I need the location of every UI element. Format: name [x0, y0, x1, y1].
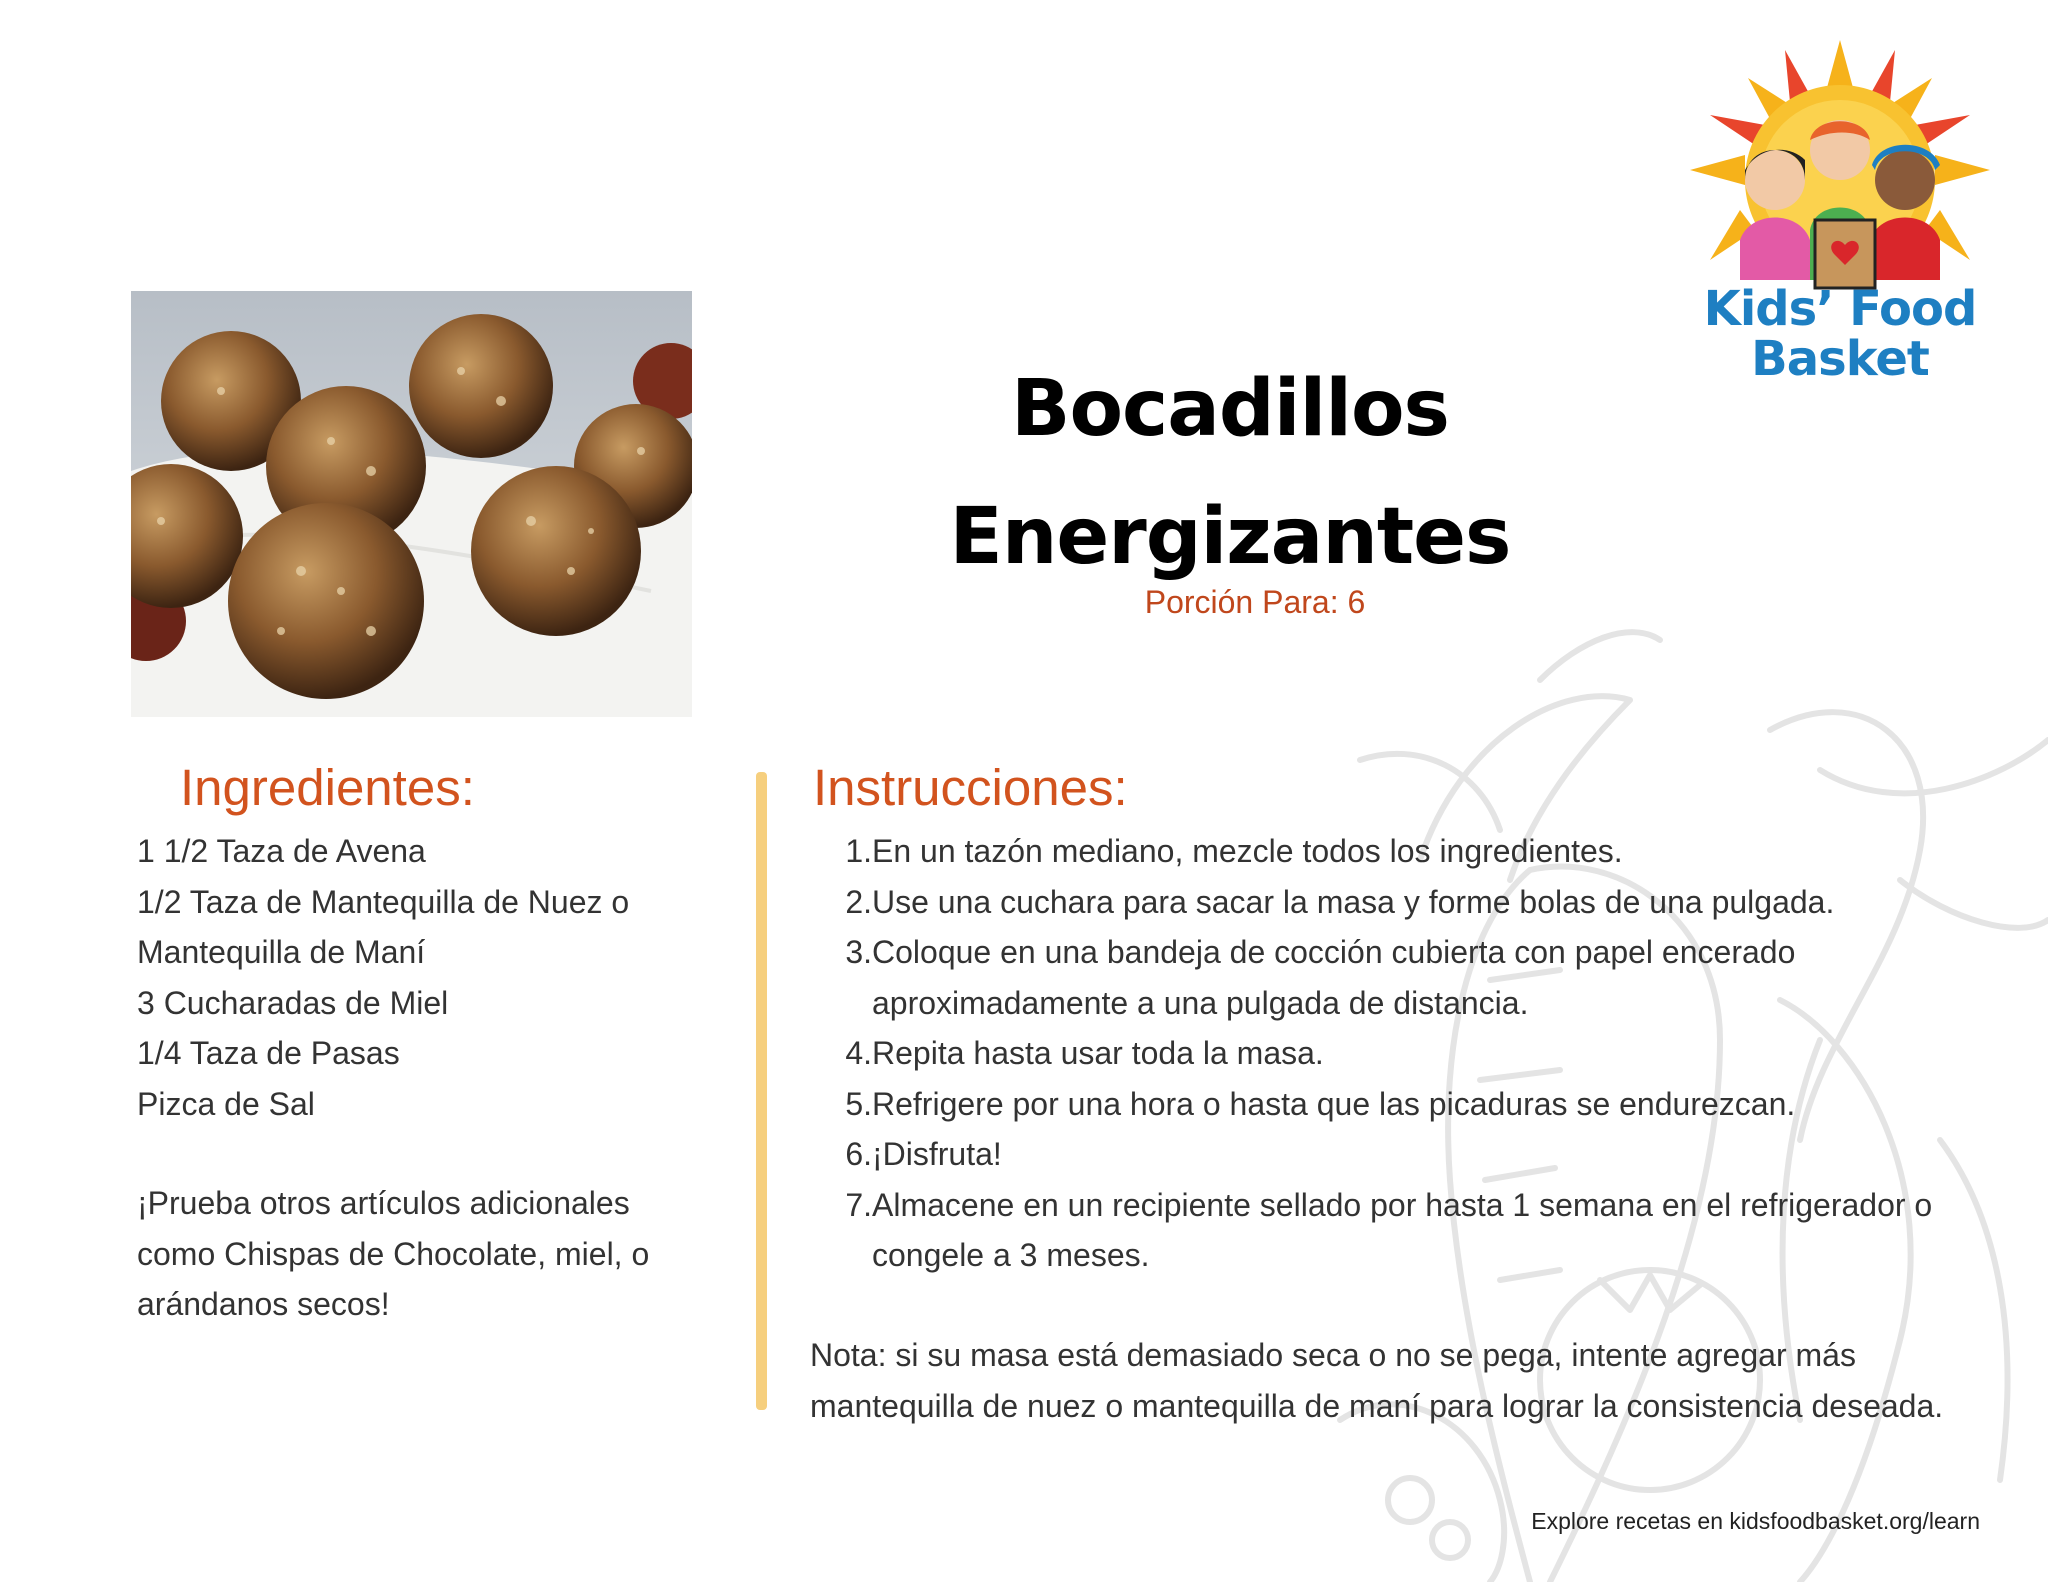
ingredient-item: 1/4 Taza de Pasas	[137, 1035, 400, 1071]
step-text: Use una cuchara para sacar la masa y forme bolas de una pulgada.	[872, 883, 1835, 920]
ingredient-item: Mantequilla de Maní	[137, 934, 426, 970]
instructions-list	[838, 826, 1988, 1281]
ingredient-item: 1/2 Taza de Mantequilla de Nuez o	[137, 883, 630, 920]
footer-link-text: Explore recetas en kidsfoodbasket.org/learn	[1531, 1508, 1980, 1534]
title-line-2: Energizantes	[949, 492, 1511, 582]
instruction-step	[838, 826, 1988, 877]
ingredients-list	[137, 826, 717, 1129]
step-text: Almacene en un recipiente sellado por hasta 1 semana en el refrigerador o congele a 3 meses.	[872, 1186, 1933, 1273]
column-divider	[756, 772, 767, 1410]
step-text: ¡Disfruta!	[872, 1136, 1002, 1172]
ingredients-tip: ¡Prueba otros artículos adicionales como Chispas de Chocolate, miel, o arándanos secos!	[137, 1185, 650, 1322]
recipe-note: Nota: si su masa está demasiado seca o no se pega, intente agregar más mantequilla de nuez o mantequilla de maní para lograr la consistencia deseada.	[810, 1337, 1944, 1424]
step-text: Refrigere por una hora o hasta que las picaduras se endurezcan.	[872, 1085, 1796, 1122]
energy-bites-photo	[131, 291, 692, 717]
step-number: 6.	[845, 1136, 872, 1172]
step-text: En un tazón mediano, mezcle todos los ingredientes.	[872, 833, 1623, 869]
step-number: 4.	[845, 1035, 872, 1071]
step-text: Repita hasta usar toda la masa.	[872, 1035, 1324, 1071]
instructions-heading: Instrucciones:	[813, 759, 1128, 816]
instruction-step	[838, 877, 1988, 928]
instruction-step	[838, 1129, 1988, 1180]
step-number: 1.	[845, 833, 872, 869]
instruction-step	[838, 927, 1988, 1028]
instruction-step	[838, 1079, 1988, 1130]
servings-label: Porción Para: 6	[1144, 584, 1366, 620]
logo-line-1: Kids’ Food	[1703, 281, 1977, 337]
step-text: Coloque en una bandeja de cocción cubierta con papel encerado aproximadamente a una pulgada de distancia.	[872, 934, 1796, 1021]
ingredient-item: 3 Cucharadas de Miel	[137, 984, 449, 1021]
recipe-title	[880, 345, 1580, 601]
step-number: 3.	[845, 934, 872, 970]
step-number: 7.	[845, 1186, 872, 1223]
ingredient-item: Pizca de Sal	[137, 1085, 315, 1122]
instruction-step	[838, 1028, 1988, 1079]
ingredients-heading: Ingredientes:	[180, 759, 475, 816]
instruction-step	[838, 1180, 1988, 1281]
logo-line-2: Basket	[1751, 331, 1929, 387]
step-number: 2.	[845, 883, 872, 920]
title-line-1: Bocadillos	[1011, 364, 1449, 454]
logo-wordmark	[1690, 281, 1990, 387]
step-number: 5.	[845, 1085, 872, 1122]
ingredient-item: 1 1/2 Taza de Avena	[137, 833, 426, 869]
